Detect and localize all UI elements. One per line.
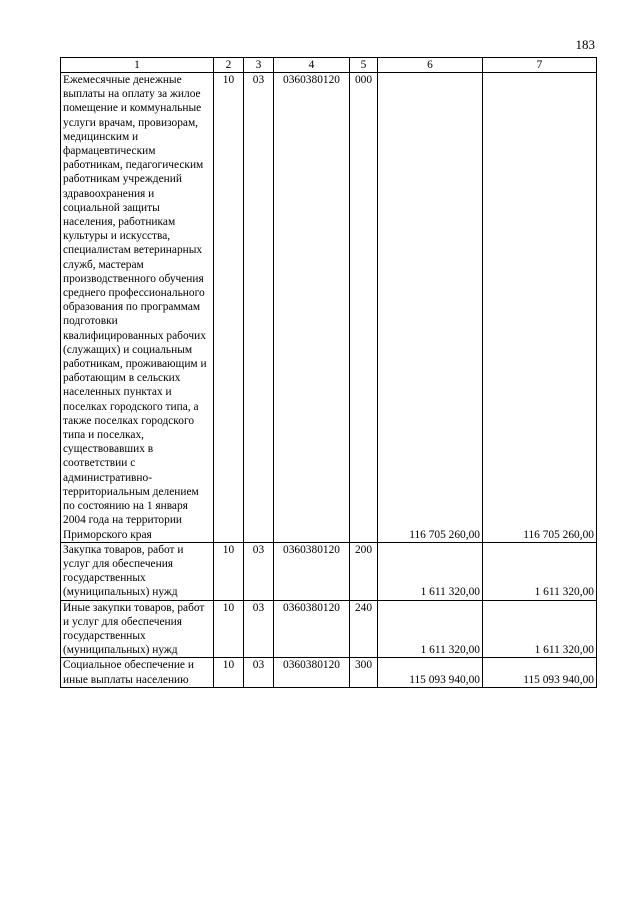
row-sum-col7: 1 611 320,00: [483, 542, 597, 600]
row-sum-col6: 1 611 320,00: [378, 600, 483, 658]
row-sum-col6: 1 611 320,00: [378, 542, 483, 600]
row-section: 10: [214, 73, 244, 543]
page-number: 183: [575, 37, 595, 52]
row-section: 10: [214, 600, 244, 658]
column-header-2: 2: [214, 58, 244, 73]
row-expense-type: 300: [350, 658, 378, 687]
table-row: [61, 542, 597, 600]
column-header-4: 4: [274, 58, 350, 73]
row-expense-type: 240: [350, 600, 378, 658]
row-subsection: 03: [244, 600, 274, 658]
row-sum-col7: 116 705 260,00: [483, 73, 597, 543]
row-section: 10: [214, 658, 244, 687]
row-name: Ежемесячные денежные выплаты на оплату за жилое помещение и коммунальные услуги врачам, провизорам, медицинским и фармацевтическим работникам, педагогическим работникам учреждений здравоохранения и социальной защиты населения, работникам культуры и искусства, специалистам ветеринарных служб, мастерам производственного обучения среднего профессионального образования по программам подготовки квалифицированных рабочих (служащих) и социальным работникам, проживающим и работающим в сельских населенных пунктах и поселках городского типа, а также поселках городского типа и поселках, существовавших в соответствии с административно-территориальным делением по состоянию на 1 января 2004 года на территории Приморского края: [61, 73, 214, 543]
row-name: Социальное обеспечение и иные выплаты населению: [61, 658, 214, 687]
row-target-code: 0360380120: [274, 542, 350, 600]
table-row: [61, 600, 597, 658]
table-row: [61, 73, 597, 543]
row-subsection: 03: [244, 658, 274, 687]
row-expense-type: 000: [350, 73, 378, 543]
column-header-6: 6: [378, 58, 483, 73]
table-row: [61, 658, 597, 687]
column-header-1: 1: [61, 58, 214, 73]
row-sum-col7: 115 093 940,00: [483, 658, 597, 687]
row-name: Иные закупки товаров, работ и услуг для обеспечения государственных (муниципальных) нужд: [61, 600, 214, 658]
row-sum-col7: 1 611 320,00: [483, 600, 597, 658]
row-target-code: 0360380120: [274, 73, 350, 543]
column-header-3: 3: [244, 58, 274, 73]
budget-table: [60, 57, 597, 688]
row-expense-type: 200: [350, 542, 378, 600]
row-subsection: 03: [244, 73, 274, 543]
row-target-code: 0360380120: [274, 600, 350, 658]
column-header-5: 5: [350, 58, 378, 73]
row-section: 10: [214, 542, 244, 600]
row-target-code: 0360380120: [274, 658, 350, 687]
row-sum-col6: 115 093 940,00: [378, 658, 483, 687]
column-header-7: 7: [483, 58, 597, 73]
row-subsection: 03: [244, 542, 274, 600]
row-sum-col6: 116 705 260,00: [378, 73, 483, 543]
header-row: [61, 58, 597, 73]
row-name: Закупка товаров, работ и услуг для обеспечения государственных (муниципальных) нужд: [61, 542, 214, 600]
